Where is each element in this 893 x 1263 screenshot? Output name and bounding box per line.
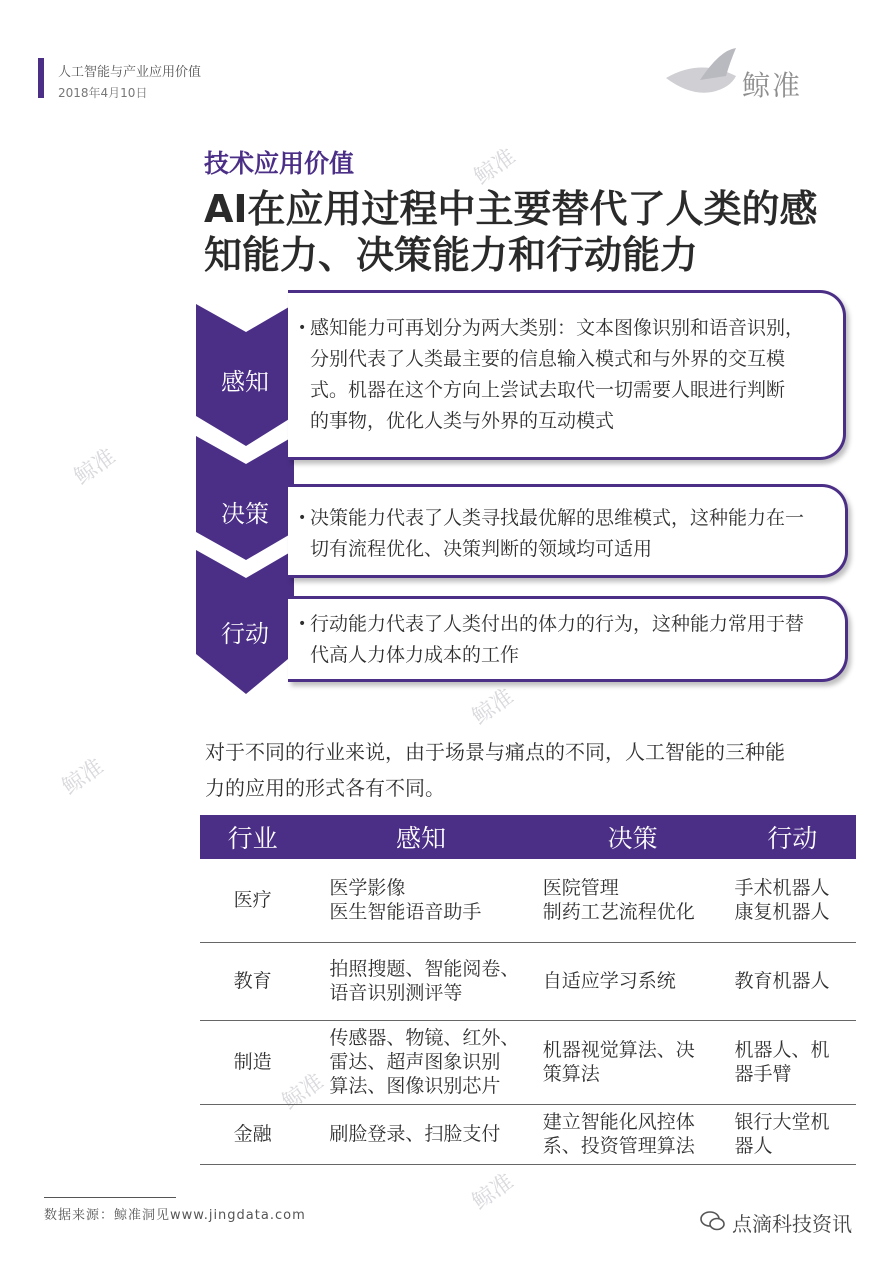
capability-text-line: 决策能力代表了人类寻找最优解的思维模式，这种能力在一 [310,507,805,529]
perception-cell: 拍照搜题、智能阅卷、 语音识别测评等 [305,942,536,1020]
capability-text-line: 式。机器在这个方向上尝试去取代一切需要人眼进行判断 [310,379,786,401]
action-cell: 手术机器人 康复机器人 [729,859,856,942]
table-row [200,1020,856,1104]
capability-text-line: 行动能力代表了人类付出的体力的行为，这种能力常用于替 [310,613,805,635]
watermark: 鲸准 [277,1069,329,1116]
source-divider [44,1197,176,1198]
capability-label-decision: 决策 [221,500,269,528]
paragraph-line: 对于不同的行业来说，由于场景与痛点的不同，人工智能的三种能 [205,740,785,764]
bullet: • [298,510,307,526]
wechat-account: 点滴科技资讯 [732,1212,852,1236]
capability-box-decision [288,484,848,578]
headline [204,186,864,278]
industry-cell: 金融 [200,1104,305,1164]
watermark: 鲸准 [467,1169,519,1216]
watermark: 鲸准 [467,684,519,731]
capability-text-line: 切有流程优化、决策判断的领域均可适用 [310,538,653,560]
bullet: • [298,616,307,632]
action-cell: 银行大堂机 器人 [729,1104,856,1164]
capability-label-action: 行动 [221,620,269,648]
decision-cell: 自适应学习系统 [537,942,729,1020]
perception-cell: 刷脸登录、扫脸支付 [305,1104,536,1164]
decision-cell: 医院管理 制药工艺流程优化 [537,859,729,942]
watermark: 鲸准 [69,444,121,491]
watermark: 鲸准 [57,754,109,801]
column-header-action: 行动 [729,815,856,859]
decision-cell: 建立智能化风控体 系、投资管理算法 [537,1104,729,1164]
intro-paragraph [205,734,845,806]
industry-cell: 教育 [200,942,305,1020]
perception-cell: 医学影像 医生智能语音助手 [305,859,536,942]
report-title: 人工智能与产业应用价值 [58,65,202,80]
paragraph-line: 力的应用的形式各有不同。 [205,776,445,800]
logo-text: 鲸准 [742,69,803,102]
decision-cell: 机器视觉算法、决 策算法 [537,1020,729,1104]
headline-line: AI在应用过程中主要替代了人类的感 [204,187,818,231]
header-accent-bar [38,58,44,98]
capability-text-line: 代高人力体力成本的工作 [310,644,520,666]
capability-box-perception [288,290,846,460]
table-header-row [200,815,856,859]
industry-cell: 制造 [200,1020,305,1104]
capability-text-line: 的事物，优化人类与外界的互动模式 [310,410,615,432]
source-note: 数据来源：鲸准洞见www.jingdata.com [44,1208,306,1223]
capability-text-line: 感知能力可再划分为两大类别：文本图像识别和语音识别， [310,317,805,339]
table-row [200,859,856,942]
column-header-industry: 行业 [200,815,305,859]
industry-table [200,815,856,1165]
industry-cell: 医疗 [200,859,305,942]
bullet: • [298,320,307,336]
capability-box-action [288,596,848,682]
column-header-decision: 决策 [537,815,729,859]
column-header-perception: 感知 [305,815,536,859]
table-row [200,1104,856,1164]
perception-cell: 传感器、物镜、红外、 雷达、超声图象识别 算法、图像识别芯片 [305,1020,536,1104]
capability-label-perception: 感知 [221,368,269,396]
headline-line: 知能力、决策能力和行动能力 [204,233,699,277]
action-cell: 教育机器人 [729,942,856,1020]
report-date: 2018年4月10日 [58,86,148,100]
section-title: 技术应用价值 [204,149,355,178]
action-cell: 机器人、机 器手臂 [729,1020,856,1104]
capability-text-line: 分别代表了人类最主要的信息输入模式和与外界的交互模 [310,348,786,370]
wechat-icon [700,1210,726,1232]
table-row [200,942,856,1020]
watermark: 鲸准 [469,144,521,191]
